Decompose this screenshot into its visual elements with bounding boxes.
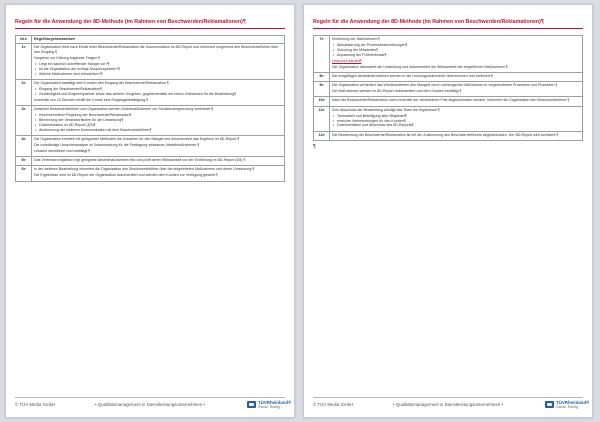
rule-text <box>330 106 583 131</box>
paragraph: Die Ergebnisse sind im 8D-Report der Organisation dokumentiert und werden dem Kunden zur Verfügung gestellt.¶ <box>34 173 218 178</box>
footer-publication: Qualitätsmanagement in Dienstleistungsunternehmen <box>97 402 203 407</box>
logo-name: TÜVRheinland® <box>556 400 590 405</box>
rule-text <box>32 79 285 105</box>
paragraph: Innerhalb von 24 Stunden erhält der Kunde eine Eingangsbestätigung.¶ <box>34 98 149 102</box>
paragraph: Vorgehen zur Klärung folgender Fragen:¶ <box>34 55 101 60</box>
list-item: • Eingang der Beschwerde/Reklamation¶ <box>34 87 282 92</box>
cross-reference-link[interactable]: Lessons Learned¶ <box>332 59 362 63</box>
list-item: • Aktualisierung der Prozessbeschreibungen¶ <box>332 43 580 48</box>
rule-text <box>330 36 583 73</box>
paragraph: Kann die Beschwerde/Reklamation nicht innerhalb der vereinbarten Frist abgeschlossen werden, informiert die Organisation den Beschwerdeführer.¶ <box>332 98 570 103</box>
table-row <box>314 73 583 82</box>
table-row <box>16 43 285 79</box>
footer-title <box>15 398 285 411</box>
column-header-rule: Regel/Vorgehensweise¤ <box>32 36 285 44</box>
list-item: • einvernehmliche Regelung der Beschwerde/Reklamation¶ <box>34 113 282 118</box>
rules-table-body <box>314 36 583 141</box>
bullet-list <box>34 87 282 97</box>
page-header: Regeln für die Anwendung der 8D-Methode (im Rahmen von Beschwerden/Reklamationen)¶ <box>15 17 285 29</box>
footer-separator: • <box>392 402 395 407</box>
rule-text <box>330 97 583 106</box>
tuv-logo <box>545 400 590 410</box>
table-row <box>314 106 583 131</box>
rule-number: 8¤ <box>314 73 330 82</box>
logo-claim: Genau. Richtig. <box>258 405 281 409</box>
footer-separator: • <box>501 402 504 407</box>
footer-separator: • <box>203 402 206 407</box>
paragraph: Zum Abschluss der Bearbeitung würdigt das Team die Ergebnisse:¶ <box>332 107 440 112</box>
footer-publication: Qualitätsmanagement in Dienstleistungsunternehmen <box>395 402 501 407</box>
rule-number: 4¤ <box>16 136 32 157</box>
paragraph: Das Verbesserungsteam legt geeignete Abstellmaßnahmen fest und prüft deren Wirksamkeit vor der Einführung im 8D-Report (D5).¶ <box>34 158 246 163</box>
paragraph: Die Maßnahmen werden im 8D-Report dokumentiert und dem Kunden bestätigt.¶ <box>332 89 462 94</box>
footer-copyright: © TÜV Media GmbH <box>15 402 56 407</box>
rule-number: 3¤ <box>16 106 32 136</box>
rule-number: 7¤ <box>314 36 330 73</box>
paragraph: Die Organisation ermittelt mit geeigneten Methoden die Ursachen für den Mangel und dokumentiert das Ergebnis im 8D-Report.¶ <box>34 137 240 141</box>
bullet-list <box>332 43 580 58</box>
rule-number: 6¤ <box>16 166 32 181</box>
table-row <box>314 36 583 73</box>
rule-number: 2¤ <box>16 79 32 105</box>
paragraph: Zwischen Beschwerdeführer und Organisation werden Sofortmaßnahmen zur Schadensbegrenzung vereinbart:¶ <box>34 107 214 112</box>
rule-number: 1¤ <box>16 43 32 79</box>
list-item: • Dokumentation im 8D-Report (D3)¶ <box>34 123 282 128</box>
rule-text <box>330 73 583 82</box>
tuv-logo-icon <box>545 401 554 408</box>
rule-text <box>330 82 583 97</box>
paragraph: In der weiteren Bearbeitung informiert die Organisation den Beschwerdeführer über die eingeleiteten Maßnahmen und deren Umsetzung.¶ <box>34 167 255 172</box>
paragraph: Einführung der Maßnahmen:¶ <box>332 37 380 41</box>
list-item: • Dokumentation und Abschluss des 8D-Reports¶ <box>332 123 580 128</box>
table-row <box>16 166 285 181</box>
list-item: • Benennung der Verantwortlichen für die Umsetzung¶ <box>34 118 282 123</box>
rule-number: 10¤ <box>314 97 330 106</box>
page-footer <box>15 397 292 411</box>
tuv-logo <box>247 400 292 410</box>
page-body <box>313 35 583 391</box>
logo-name: TÜVRheinland® <box>258 400 292 405</box>
rule-number: 5¤ <box>16 157 32 166</box>
list-item: • Abstimmung der weiteren Kommunikation mit dem Beschwerdeführer¶ <box>34 128 282 133</box>
list-item: • Liegt ein sachlich zutreffender Mangel vor?¶ <box>34 62 282 67</box>
paragraph: Die Bearbeitung der Beschwerde/Reklamation ist mit der Zustimmung des Beschwerdeführers abgeschlossen. Der 8D-Report wird archiviert.¶ <box>332 132 559 137</box>
paragraph: Die Organisation verhindert das Wiederauftreten des Mangels durch vorbeugende Maßnahmen in vergleichbaren Prozessen und Produkten.¶ <box>332 83 558 88</box>
bullet-list <box>34 113 282 133</box>
list-item: • Welche Maßnahmen sind erforderlich?¶ <box>34 72 282 77</box>
list-item: • Zuständigkeit und Ansprechpartner sowie das weitere Vorgehen, gegebenenfalls mit einem Zeitrahmen für die Bearbeitung¶ <box>34 92 282 97</box>
table-row <box>16 157 285 166</box>
bullet-list <box>34 62 282 77</box>
rule-text <box>330 131 583 140</box>
rule-text <box>32 136 285 157</box>
list-item: • Schulung der Mitarbeiter¶ <box>332 48 580 53</box>
table-header-row <box>16 36 285 44</box>
list-item: • Teamarbeit und Beteiligung aller Mitglieder¶ <box>332 114 580 119</box>
rule-text <box>32 43 285 79</box>
column-header-nr: Nr.¤ <box>16 36 32 44</box>
table-row <box>16 136 285 157</box>
rule-number: 11¤ <box>314 106 330 131</box>
tuv-logo-icon <box>247 401 256 408</box>
page-body <box>15 35 285 391</box>
rules-table <box>15 35 285 182</box>
footer-separator: • <box>94 402 97 407</box>
link-paragraph <box>332 59 580 64</box>
footer-copyright: © TÜV Media GmbH <box>313 402 354 407</box>
paragraph: Die Organisation bestätigt dem Kunden den Eingang der Beschwerde/Reklamation.¶ <box>34 80 169 85</box>
table-row <box>314 131 583 140</box>
page-footer <box>313 397 590 411</box>
paragraph-mark: ¶ <box>313 143 316 150</box>
list-item: • erreichte Verbesserungen für den Kunden¶ <box>332 119 580 124</box>
bullet-list <box>332 114 580 129</box>
rule-text <box>32 166 285 181</box>
rule-text <box>32 157 285 166</box>
paragraph: Die endgültigen Abstellmaßnahmen werden in die Lenkungsdokumente übernommen und verifiziert.¶ <box>332 74 493 79</box>
document-page-left <box>5 4 295 418</box>
list-item: • Ist die Organisation der richtige Ansprechpartner?¶ <box>34 67 282 72</box>
rule-number: 9¤ <box>314 82 330 97</box>
list-item: • Anpassung der Prüfmerkmale¶ <box>332 53 580 58</box>
document-page-right <box>303 4 593 418</box>
footer-title <box>313 398 583 411</box>
table-row <box>314 97 583 106</box>
table-row <box>16 106 285 136</box>
rule-number: 12¤ <box>314 131 330 140</box>
paragraph: Die Organisation überwacht die Umsetzung und dokumentiert die Wirksamkeit der eingeführten Maßnahmen.¶ <box>332 65 508 70</box>
rules-table-body <box>16 43 285 181</box>
paragraph: Die Organisation führt nach Erhalt einer Beschwerde/Reklamation die Dokumentation im 8D-Report und informiert umgehend den Beschwerdeführer über den Eingang.¶ <box>34 44 279 54</box>
table-row <box>16 79 285 105</box>
paragraph: Ursache identifiziert und bestätigt.¶ <box>34 149 91 154</box>
page-header: Regeln für die Anwendung der 8D-Methode (im Rahmen von Beschwerden/Reklamationen)¶ <box>313 17 583 29</box>
table-row <box>314 82 583 97</box>
rules-table-continued <box>313 35 583 141</box>
logo-claim: Genau. Richtig. <box>556 405 579 409</box>
paragraph: Die vollständige Ursachenanalyse ist Voraussetzung für die Festlegung wirksamer Abstellmaßnahmen.¶ <box>34 143 200 148</box>
rule-text <box>32 106 285 136</box>
